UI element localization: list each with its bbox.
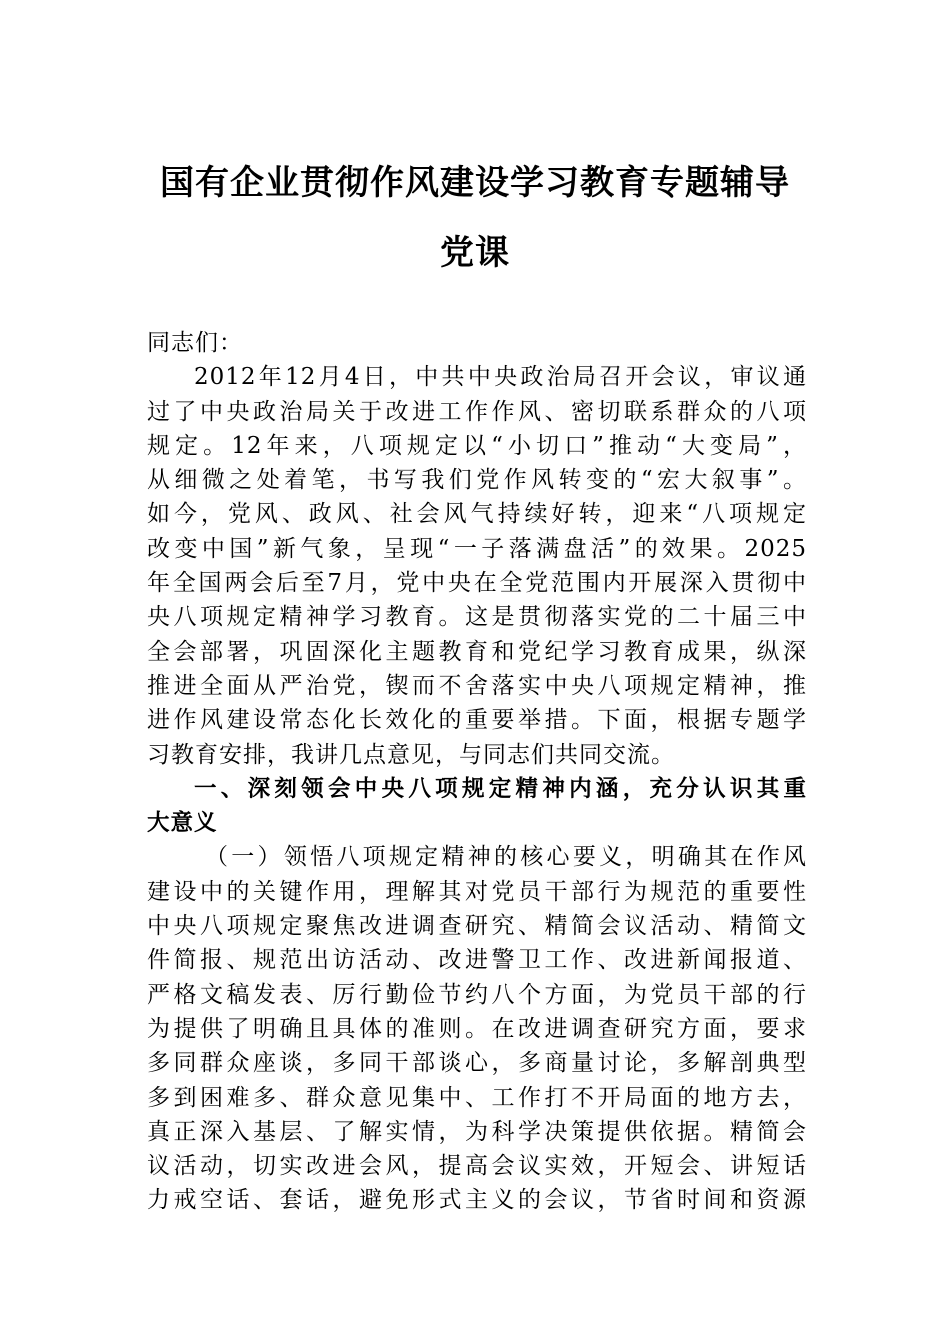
document-title-line-2: 党课 (440, 233, 510, 273)
paragraph-line: 年全国两会后至7月，党中央在全党范围内开展深入贯彻中 (147, 570, 807, 597)
paragraph-line: 进作风建设常态化长效化的重要举措。下面，根据专题学 (147, 707, 807, 734)
section-heading: 大意义 (147, 810, 218, 837)
paragraph-line: 多到困难多、群众意见集中、工作打不开局面的地方去， (147, 1084, 807, 1111)
paragraph-line: 从细微之处着笔，书写我们党作风转变的“宏大叙事”。 (147, 467, 807, 494)
paragraph-line: 真正深入基层、了解实情，为科学决策提供依据。精简会 (147, 1118, 807, 1145)
paragraph-line: 规定。12年来，八项规定以“小切口”推动“大变局”， (147, 432, 807, 459)
paragraph-line: 过了中央政治局关于改进工作作风、密切联系群众的八项 (147, 398, 807, 425)
paragraph-line: 议活动，切实改进会风，提高会议实效，开短会、讲短话 (147, 1153, 807, 1180)
paragraph-line: 力戒空话、套话，避免形式主义的会议，节省时间和资源 (147, 1187, 807, 1214)
document-title-line-1: 国有企业贯彻作风建设学习教育专题辅导 (160, 163, 790, 203)
paragraph-line: 件简报、规范出访活动、改进警卫工作、改进新闻报道、 (147, 947, 807, 974)
paragraph-line: 习教育安排，我讲几点意见，与同志们共同交流。 (147, 741, 675, 768)
paragraph-line: 严格文稿发表、厉行勤俭节约八个方面，为党员干部的行 (147, 981, 807, 1008)
paragraph-line: 中央八项规定聚焦改进调查研究、精简会议活动、精简文 (147, 913, 807, 940)
paragraph-line: 全会部署，巩固深化主题教育和党纪学习教育成果，纵深 (147, 638, 807, 665)
paragraph-line: 推进全面从严治党，锲而不舍落实中央八项规定精神，推 (147, 672, 807, 699)
paragraph-line: 多同群众座谈，多同干部谈心，多商量讨论，多解剖典型 (147, 1050, 807, 1077)
document-body (147, 326, 807, 1218)
paragraph-line: 改变中国”新气象，呈现“一子落满盘活”的效果。2025 (147, 535, 807, 562)
paragraph-line: 为提供了明确且具体的准则。在改进调查研究方面，要求 (147, 1015, 807, 1042)
paragraph-line: 如今，党风、政风、社会风气持续好转，迎来“八项规定 (147, 501, 807, 528)
subsection-heading: （一）领悟八项规定精神的核心要义，明确其在作风 (205, 844, 807, 871)
paragraph-line: 央八项规定精神学习教育。这是贯彻落实党的二十届三中 (147, 604, 807, 631)
paragraph-line: 2012年12月4日，中共中央政治局召开会议，审议通 (194, 364, 807, 391)
salutation: 同志们： (147, 330, 243, 356)
section-heading: 一、深刻领会中央八项规定精神内涵，充分认识其重 (194, 775, 807, 802)
subsection-heading: 建设中的关键作用，理解其对党员干部行为规范的重要性 (147, 878, 807, 905)
